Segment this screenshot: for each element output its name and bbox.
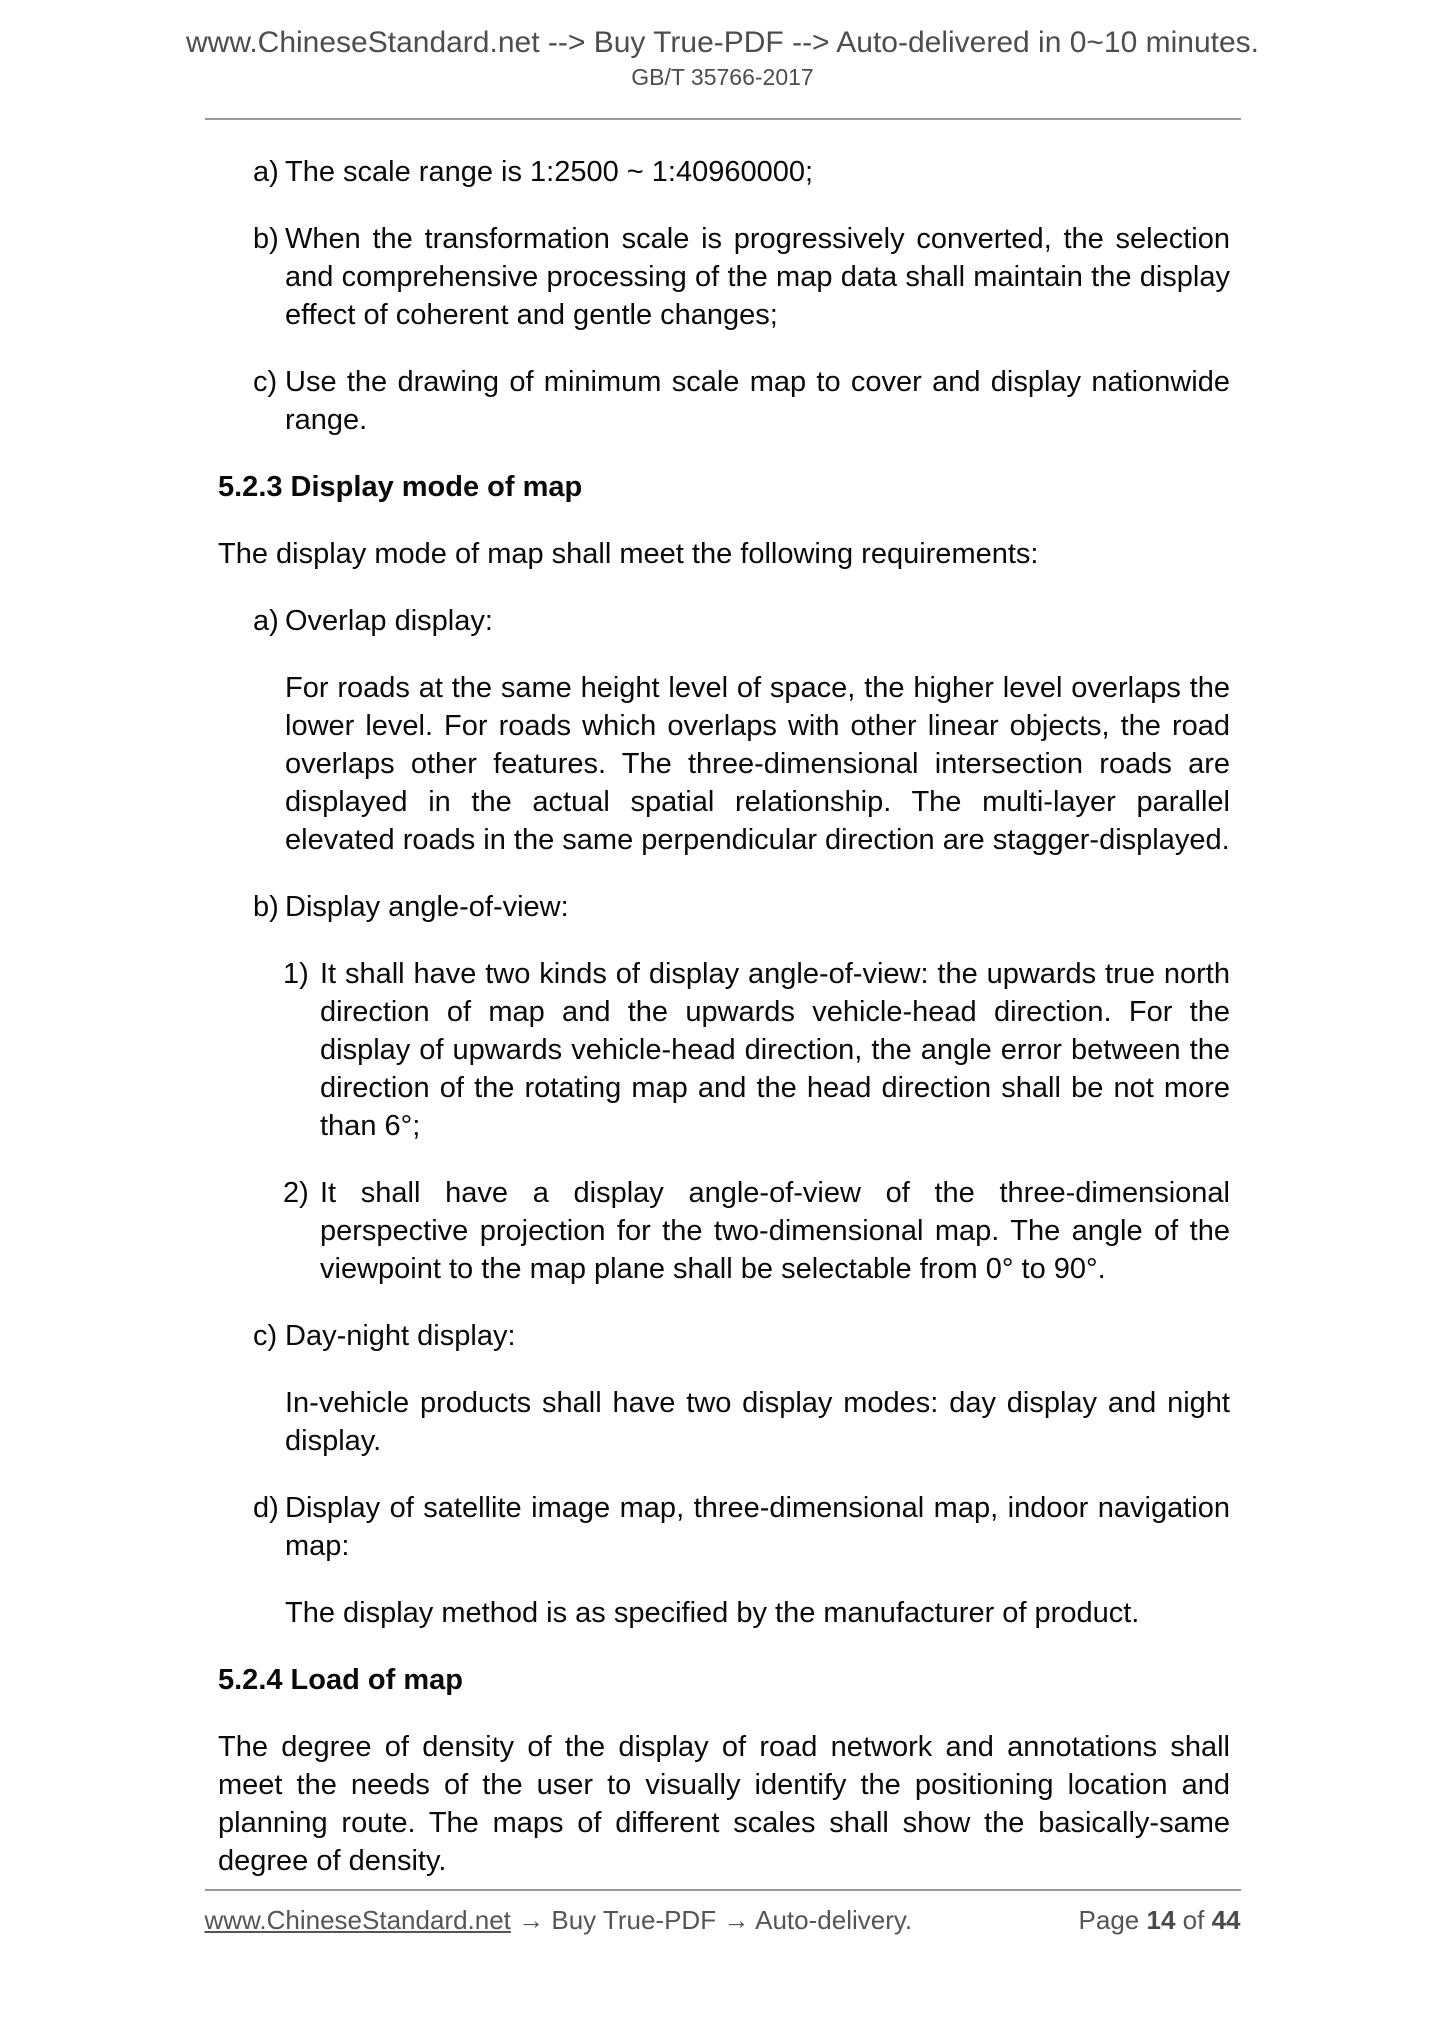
header-divider [205,118,1241,120]
page-footer [0,1889,1445,1936]
list-item-d-satellite-map [253,1489,1230,1565]
list-item-b-display-angle [253,888,1230,926]
list-item-a-overlap-display [253,602,1230,640]
right-arrow-icon: → [518,1905,545,1935]
document-body [218,153,1230,1880]
right-arrow-icon: → [723,1905,750,1935]
sublist-marker: 2) [283,1177,309,1209]
list-marker: b) [253,223,279,255]
sublist-marker: 1) [283,958,309,990]
list-item-text: Display of satellite image map, three-dimensional map, indoor navigation map: [285,1492,1230,1562]
paragraph-day-night-details: In-vehicle products shall have two display modes: day display and night display. [285,1387,1230,1457]
header-banner-text: www.ChineseStandard.net --> Buy True-PDF --> Auto-delivered in 0~10 minutes. [185,26,1260,59]
paragraph-display-method: The display method is as specified by the manufacturer of product. [285,1597,1140,1629]
footer-divider [205,1889,1241,1891]
sublist-item-text: It shall have two kinds of display angle-of-view: the upwards true north direction of map and the upwards vehicle-head direction. For the display of upwards vehicle-head direction, the angle error between the direction of the rotating map and the head direction shall be not more than 6°; [320,958,1230,1142]
list-marker: b) [253,891,279,923]
list-item-b-transformation-scale [253,220,1230,334]
page-label: Page [1078,1905,1140,1935]
list-item-text: Use the drawing of minimum scale map to cover and display nationwide range. [285,366,1230,436]
footer-banner [205,1905,913,1936]
list-item-c-day-night [253,1317,1230,1355]
list-item-text: Display angle-of-view: [285,891,569,923]
footer-delivery-label: Auto-delivery. [755,1905,913,1935]
list-marker: c) [253,366,278,398]
footer-site-link[interactable]: www.ChineseStandard.net [204,1905,511,1935]
sublist-item-1-angle-of-view [283,955,1230,1145]
list-marker: a) [253,156,279,188]
list-item-text: Day-night display: [285,1320,516,1352]
sublist-item-text: It shall have a display angle-of-view of the three-dimensional perspective projection for the two-dimensional map. The angle of the viewpoint to the map plane shall be selectable from 0° to 90°. [320,1177,1230,1285]
page-header [0,0,1445,120]
list-item-text: When the transformation scale is progressively converted, the selection and comprehensive processing of the map data shall maintain the display effect of coherent and gentle changes; [285,223,1230,331]
list-item-c-minimum-scale [253,363,1230,439]
list-marker: a) [253,605,279,637]
of-label: of [1182,1905,1205,1935]
page-indicator [1079,1905,1241,1936]
standard-number: GB/T 35766-2017 [631,64,814,90]
sublist-item-2-perspective-projection [283,1174,1230,1288]
footer-buy-label: Buy True-PDF [551,1905,717,1935]
section-heading-5-2-4: 5.2.4 Load of map [218,1664,463,1696]
list-item-text: The scale range is 1:2500 ~ 1:40960000; [285,156,814,188]
section-heading-5-2-3: 5.2.3 Display mode of map [218,471,583,503]
list-marker: d) [253,1492,279,1524]
paragraph-overlap-details: For roads at the same height level of space, the higher level overlaps the lower level. For roads which overlaps with other linear objects, the road overlaps other features. The three-dimensional intersection roads are displayed in the actual spatial relationship. The multi-layer parallel elevated roads in the same perpendicular direction are stagger-displayed. [285,672,1230,856]
list-item-text: Overlap display: [285,605,493,637]
paragraph-display-mode-intro: The display mode of map shall meet the following requirements: [218,538,1039,570]
current-page-number: 14 [1146,1905,1176,1935]
list-item-a-scale-range [253,153,1230,191]
paragraph-load-of-map: The degree of density of the display of road network and annotations shall meet the needs of the user to visually identify the positioning location and planning route. The maps of different scales shall show the basically-same degree of density. [218,1731,1230,1877]
total-pages-number: 44 [1211,1905,1241,1935]
list-marker: c) [253,1320,278,1352]
